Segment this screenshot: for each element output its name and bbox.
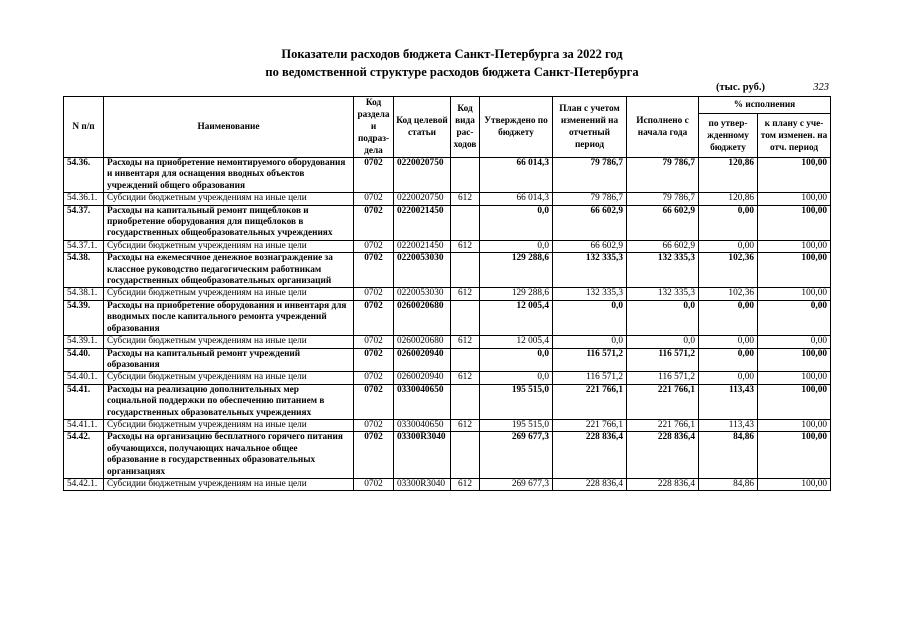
cell-num: 54.42.1. — [64, 478, 104, 490]
cell-name: Расходы на приобретение немонтируемого оборудования и инвентаря для оснащения вводных объектов учреждений общего образования — [104, 158, 354, 193]
report-title: Показатели расходов бюджета Санкт-Петербурга за 2022 год — [281, 47, 623, 61]
cell-name: Субсидии бюджетным учреждениям на иные цели — [104, 288, 354, 300]
cell-pct-plan: 100,00 — [758, 432, 831, 479]
cell-plan: 0,0 — [553, 336, 627, 348]
cell-name: Расходы на приобретение оборудования и инвентаря для вводимых после капитального ремонта учреждений образования — [104, 300, 354, 335]
table-row — [64, 288, 831, 300]
cell-name: Расходы на реализацию дополнительных мер социальной поддержки по обеспечению питанием в государственных образовательных учреждениях — [104, 384, 354, 419]
cell-plan: 228 836,4 — [553, 432, 627, 479]
header-target-code: Код целевой статьи — [394, 97, 451, 158]
cell-type-code — [451, 253, 480, 288]
cell-target-code: 03300R3040 — [394, 478, 451, 490]
cell-approved: 12 005,4 — [480, 336, 553, 348]
cell-approved: 195 515,0 — [480, 384, 553, 419]
cell-executed: 228 836,4 — [627, 478, 699, 490]
header-plan: План с учетом изменений на отчетный период — [553, 97, 627, 158]
cell-approved: 66 014,3 — [480, 193, 553, 205]
cell-pct-budget: 120,86 — [699, 158, 758, 193]
cell-pct-budget: 0,00 — [699, 205, 758, 240]
cell-executed: 132 335,3 — [627, 288, 699, 300]
table-row — [64, 336, 831, 348]
cell-name: Субсидии бюджетным учреждениям на иные цели — [104, 336, 354, 348]
cell-executed: 66 602,9 — [627, 205, 699, 240]
cell-type-code: 612 — [451, 419, 480, 431]
table-body — [64, 158, 831, 491]
cell-section-code: 0702 — [354, 300, 394, 335]
cell-num: 54.39. — [64, 300, 104, 335]
table-row — [64, 300, 831, 335]
cell-pct-budget: 113,43 — [699, 419, 758, 431]
cell-plan: 221 766,1 — [553, 384, 627, 419]
cell-pct-plan: 100,00 — [758, 253, 831, 288]
header-executed: Исполнено с начала года — [627, 97, 699, 158]
table-row — [64, 348, 831, 372]
cell-pct-budget: 84,86 — [699, 432, 758, 479]
cell-num: 54.42. — [64, 432, 104, 479]
cell-pct-budget: 84,86 — [699, 478, 758, 490]
cell-pct-plan: 100,00 — [758, 372, 831, 384]
header-num: N п/п — [64, 97, 104, 158]
cell-num: 54.41. — [64, 384, 104, 419]
cell-executed: 79 786,7 — [627, 193, 699, 205]
cell-type-code: 612 — [451, 478, 480, 490]
cell-pct-plan: 100,00 — [758, 193, 831, 205]
cell-pct-budget: 102,36 — [699, 253, 758, 288]
units-label: (тыс. руб.) — [716, 82, 765, 93]
cell-approved: 0,0 — [480, 348, 553, 372]
cell-target-code: 0260020940 — [394, 348, 451, 372]
cell-approved: 129 288,6 — [480, 288, 553, 300]
cell-section-code: 0702 — [354, 419, 394, 431]
cell-type-code: 612 — [451, 240, 480, 252]
cell-type-code — [451, 432, 480, 479]
cell-pct-budget: 102,36 — [699, 288, 758, 300]
cell-target-code: 0220021450 — [394, 205, 451, 240]
cell-type-code: 612 — [451, 336, 480, 348]
cell-num: 54.38. — [64, 253, 104, 288]
header-pct-plan: к плану с уче- том изменен. на отч. период — [758, 114, 831, 158]
cell-target-code: 03300R3040 — [394, 432, 451, 479]
cell-pct-budget: 113,43 — [699, 384, 758, 419]
cell-type-code — [451, 300, 480, 335]
cell-type-code — [451, 158, 480, 193]
cell-section-code: 0702 — [354, 253, 394, 288]
cell-pct-plan: 100,00 — [758, 348, 831, 372]
cell-executed: 66 602,9 — [627, 240, 699, 252]
table-row — [64, 384, 831, 419]
cell-num: 54.36.1. — [64, 193, 104, 205]
cell-name: Субсидии бюджетным учреждениям на иные цели — [104, 419, 354, 431]
table-header-row — [64, 97, 831, 114]
cell-executed: 228 836,4 — [627, 432, 699, 479]
cell-num: 54.40.1. — [64, 372, 104, 384]
cell-pct-plan: 0,00 — [758, 336, 831, 348]
cell-target-code: 0330040650 — [394, 419, 451, 431]
header-pct-group: % исполнения — [699, 97, 831, 114]
cell-target-code: 0220020750 — [394, 158, 451, 193]
cell-section-code: 0702 — [354, 348, 394, 372]
cell-section-code: 0702 — [354, 336, 394, 348]
cell-pct-plan: 100,00 — [758, 384, 831, 419]
cell-type-code — [451, 348, 480, 372]
header-approved: Утверждено по бюджету — [480, 97, 553, 158]
cell-name: Субсидии бюджетным учреждениям на иные цели — [104, 478, 354, 490]
cell-section-code: 0702 — [354, 158, 394, 193]
cell-num: 54.36. — [64, 158, 104, 193]
report-subtitle: по ведомственной структуре расходов бюджета Санкт-Петербурга — [265, 65, 639, 79]
cell-name: Расходы на ежемесячное денежное вознаграждение за классное руководство педагогическим работникам государственных общеобразовательных организаций — [104, 253, 354, 288]
cell-name: Расходы на капитальный ремонт учреждений образования — [104, 348, 354, 372]
table-row — [64, 372, 831, 384]
cell-approved: 12 005,4 — [480, 300, 553, 335]
cell-plan: 79 786,7 — [553, 193, 627, 205]
cell-plan: 66 602,9 — [553, 240, 627, 252]
header-name: Наименование — [104, 97, 354, 158]
cell-pct-plan: 100,00 — [758, 158, 831, 193]
cell-executed: 0,0 — [627, 336, 699, 348]
cell-executed: 116 571,2 — [627, 348, 699, 372]
cell-name: Субсидии бюджетным учреждениям на иные цели — [104, 372, 354, 384]
cell-num: 54.40. — [64, 348, 104, 372]
cell-plan: 132 335,3 — [553, 288, 627, 300]
cell-pct-budget: 0,00 — [699, 336, 758, 348]
cell-num: 54.41.1. — [64, 419, 104, 431]
cell-name: Субсидии бюджетным учреждениям на иные цели — [104, 193, 354, 205]
cell-plan: 116 571,2 — [553, 348, 627, 372]
cell-approved: 195 515,0 — [480, 419, 553, 431]
table-row — [64, 240, 831, 252]
table-row — [64, 419, 831, 431]
cell-num: 54.38.1. — [64, 288, 104, 300]
cell-approved: 269 677,3 — [480, 478, 553, 490]
cell-approved: 0,0 — [480, 240, 553, 252]
table-row — [64, 193, 831, 205]
cell-num: 54.37.1. — [64, 240, 104, 252]
cell-type-code: 612 — [451, 372, 480, 384]
table-row — [64, 205, 831, 240]
cell-type-code: 612 — [451, 193, 480, 205]
cell-pct-plan: 100,00 — [758, 205, 831, 240]
cell-executed: 132 335,3 — [627, 253, 699, 288]
table-row — [64, 158, 831, 193]
cell-plan: 79 786,7 — [553, 158, 627, 193]
table-row — [64, 253, 831, 288]
cell-pct-budget: 0,00 — [699, 348, 758, 372]
expenditure-table — [63, 96, 831, 491]
cell-pct-plan: 100,00 — [758, 419, 831, 431]
cell-num: 54.37. — [64, 205, 104, 240]
cell-approved: 66 014,3 — [480, 158, 553, 193]
cell-target-code: 0220020750 — [394, 193, 451, 205]
cell-pct-budget: 0,00 — [699, 372, 758, 384]
cell-name: Расходы на организацию бесплатного горячего питания обучающихся, получающих начальное общее образование в государственных образовательных организациях — [104, 432, 354, 479]
cell-plan: 66 602,9 — [553, 205, 627, 240]
cell-section-code: 0702 — [354, 384, 394, 419]
header-type-code: Код вида рас- ходов — [451, 97, 480, 158]
cell-target-code: 0220053030 — [394, 288, 451, 300]
cell-plan: 228 836,4 — [553, 478, 627, 490]
cell-pct-budget: 0,00 — [699, 240, 758, 252]
header-pct-budget: по утвер- жденному бюджету — [699, 114, 758, 158]
cell-target-code: 0330040650 — [394, 384, 451, 419]
cell-type-code — [451, 384, 480, 419]
cell-executed: 116 571,2 — [627, 372, 699, 384]
cell-target-code: 0260020940 — [394, 372, 451, 384]
cell-pct-budget: 0,00 — [699, 300, 758, 335]
page-number: 323 — [813, 82, 829, 93]
cell-approved: 129 288,6 — [480, 253, 553, 288]
cell-plan: 0,0 — [553, 300, 627, 335]
cell-name: Субсидии бюджетным учреждениям на иные цели — [104, 240, 354, 252]
cell-section-code: 0702 — [354, 432, 394, 479]
table-row — [64, 432, 831, 479]
table-row — [64, 478, 831, 490]
cell-type-code — [451, 205, 480, 240]
cell-section-code: 0702 — [354, 193, 394, 205]
cell-name: Расходы на капитальный ремонт пищеблоков и приобретение оборудования для пищеблоков в государственных общеобразовательных учреждениях — [104, 205, 354, 240]
cell-section-code: 0702 — [354, 205, 394, 240]
cell-type-code: 612 — [451, 288, 480, 300]
cell-executed: 221 766,1 — [627, 419, 699, 431]
cell-pct-plan: 100,00 — [758, 288, 831, 300]
cell-target-code: 0220053030 — [394, 253, 451, 288]
cell-pct-plan: 100,00 — [758, 240, 831, 252]
cell-executed: 221 766,1 — [627, 384, 699, 419]
cell-approved: 269 677,3 — [480, 432, 553, 479]
cell-section-code: 0702 — [354, 288, 394, 300]
cell-plan: 116 571,2 — [553, 372, 627, 384]
cell-num: 54.39.1. — [64, 336, 104, 348]
cell-pct-plan: 100,00 — [758, 478, 831, 490]
cell-target-code: 0260020680 — [394, 336, 451, 348]
cell-approved: 0,0 — [480, 372, 553, 384]
cell-approved: 0,0 — [480, 205, 553, 240]
cell-pct-plan: 0,00 — [758, 300, 831, 335]
header-section-code: Код раздела и подраз- дела — [354, 97, 394, 158]
cell-section-code: 0702 — [354, 372, 394, 384]
cell-target-code: 0220021450 — [394, 240, 451, 252]
cell-section-code: 0702 — [354, 240, 394, 252]
cell-executed: 0,0 — [627, 300, 699, 335]
cell-plan: 132 335,3 — [553, 253, 627, 288]
cell-section-code: 0702 — [354, 478, 394, 490]
cell-plan: 221 766,1 — [553, 419, 627, 431]
cell-executed: 79 786,7 — [627, 158, 699, 193]
cell-target-code: 0260020680 — [394, 300, 451, 335]
cell-pct-budget: 120,86 — [699, 193, 758, 205]
